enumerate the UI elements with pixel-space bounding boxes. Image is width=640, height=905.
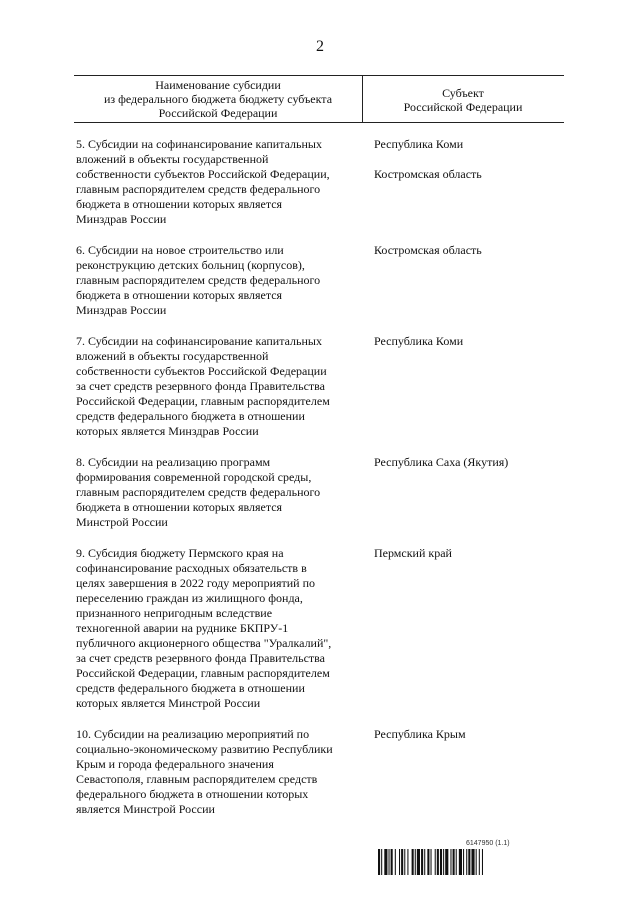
header-line: Наименование субсидии (155, 78, 281, 92)
text-line: бюджета в отношении которых является (76, 288, 283, 302)
subject-list (374, 137, 564, 227)
text-line: за счет средств резервного фонда Правительства (76, 379, 325, 393)
table-row (76, 546, 566, 711)
text-line: целях завершения в 2022 году мероприятий по (76, 576, 316, 590)
text-line: Минздрав России (76, 212, 167, 226)
column-header-subject (362, 86, 564, 114)
text-line: бюджета в отношении которых является (76, 500, 283, 514)
text-line: 9. Субсидия бюджету Пермского края на (76, 546, 284, 560)
text-line: главным распорядителем средств федерального (76, 182, 321, 196)
subject-list (374, 455, 564, 530)
text-line: за счет средств резервного фонда Правительства (76, 651, 325, 665)
text-line: 7. Субсидии на софинансирование капитальных (76, 334, 322, 348)
text-line: социально-экономическому развитию Республики (76, 742, 333, 756)
barcode-image (378, 849, 560, 875)
text-line: федерального бюджета в отношении которых (76, 787, 309, 801)
header-line: Субъект (442, 86, 484, 100)
subject-name: Пермский край (374, 546, 452, 560)
subject-list (374, 243, 564, 318)
text-line: техногенной аварии на руднике БКПРУ-1 (76, 621, 289, 635)
text-line: средств федерального бюджета в отношении (76, 681, 305, 695)
subject-name: Республика Коми (374, 137, 464, 151)
text-line: публичного акционерного общества "Уралкалий", (76, 636, 332, 650)
document-number: 6147950 (1.1) (466, 840, 510, 847)
text-line: вложений в объекты государственной (76, 349, 269, 363)
table-row (76, 334, 566, 439)
subject-list (374, 727, 564, 817)
subsidy-description (76, 727, 360, 817)
text-line: формирования современной городской среды, (76, 470, 312, 484)
header-line: Российской Федерации (403, 100, 523, 114)
subsidy-description (76, 334, 360, 439)
text-line: Российской Федерации, главным распорядителем (76, 394, 330, 408)
text-line: 10. Субсидии на реализацию мероприятий по (76, 727, 310, 741)
header-line: Российской Федерации (158, 106, 278, 120)
subject-name: Республика Крым (374, 727, 466, 741)
column-header-subsidy-name (74, 78, 362, 120)
table-row (76, 455, 566, 530)
table-header-bottom-rule (74, 122, 564, 123)
text-line: вложений в объекты государственной (76, 152, 269, 166)
text-line: бюджета в отношении которых является (76, 197, 283, 211)
text-line: 8. Субсидии на реализацию программ (76, 455, 271, 469)
subject-name: Республика Саха (Якутия) (374, 455, 509, 469)
subject-name: Костромская область (374, 243, 482, 257)
table-row (76, 137, 566, 227)
text-line: Минстрой России (76, 515, 168, 529)
subsidy-description (76, 546, 360, 711)
header-line: из федерального бюджета бюджету субъекта (103, 92, 333, 106)
subsidy-list (76, 137, 566, 833)
text-line: средств федерального бюджета в отношении (76, 409, 305, 423)
text-line: собственности субъектов Российской Федерации (76, 364, 327, 378)
subject-list (374, 546, 564, 711)
text-line: переселению граждан из жилищного фонда, (76, 591, 303, 605)
page-number: 2 (316, 38, 324, 55)
table-row (76, 243, 566, 318)
text-line: главным распорядителем средств федерального (76, 485, 321, 499)
text-line: собственности субъектов Российской Федерации, (76, 167, 330, 181)
text-line: софинансирование расходных обязательств в (76, 561, 307, 575)
subject-list (374, 334, 564, 439)
text-line: главным распорядителем средств федерального (76, 273, 321, 287)
text-line: 5. Субсидии на софинансирование капитальных (76, 137, 322, 151)
text-line: Севастополя, главным распорядителем средств (76, 772, 318, 786)
subsidy-description (76, 243, 360, 318)
subsidy-description (76, 137, 360, 227)
subsidy-description (76, 455, 360, 530)
text-line: является Минстрой России (76, 802, 215, 816)
text-line: Крым и города федерального значения (76, 757, 274, 771)
table-header-top-rule (74, 75, 564, 76)
text-line: которых является Минстрой России (76, 696, 261, 710)
table-row (76, 727, 566, 817)
text-line: 6. Субсидии на новое строительство или (76, 243, 284, 257)
text-line: которых является Минздрав России (76, 424, 259, 438)
text-line: признанного непригодным вследствие (76, 606, 273, 620)
text-line: Минздрав России (76, 303, 167, 317)
subject-name: Костромская область (374, 167, 482, 181)
subject-name: Республика Коми (374, 334, 464, 348)
text-line: реконструкцию детских больниц (корпусов), (76, 258, 305, 272)
text-line: Российской Федерации, главным распорядителем (76, 666, 330, 680)
